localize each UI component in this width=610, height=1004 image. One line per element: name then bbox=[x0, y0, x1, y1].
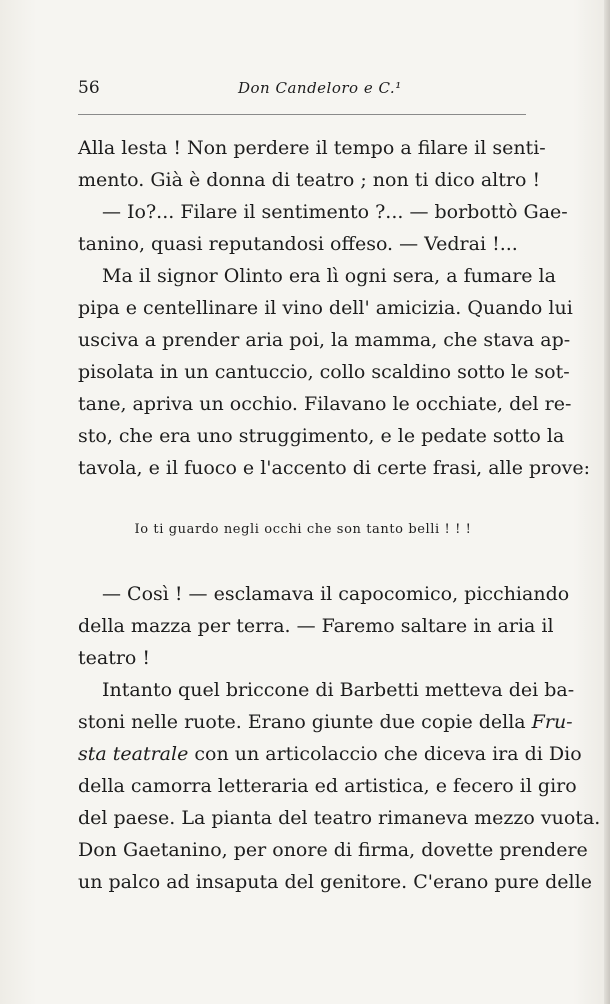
text-line: Ma il signor Olinto era lì ogni sera, a fumare la bbox=[102, 265, 556, 287]
page-edge bbox=[604, 0, 610, 1004]
text-block-2 bbox=[78, 578, 601, 898]
text-line: tavola, e il fuoco e l'accento di certe frasi, alle prove: bbox=[78, 457, 591, 479]
text-line bbox=[78, 706, 573, 738]
text-line bbox=[78, 738, 582, 770]
text-line: un palco ad insaputa del genitore. C'erano pure delle bbox=[78, 871, 592, 893]
text-line: tane, apriva un occhio. Filavano le occhiate, del re- bbox=[78, 393, 572, 415]
text-line: — Così ! — esclamava il capocomico, picchiando bbox=[102, 583, 570, 605]
text-line: Don Gaetanino, per onore di firma, dovette prendere bbox=[78, 839, 588, 861]
text-line: pipa e centellinare il vino dell' amicizia. Quando lui bbox=[78, 297, 573, 319]
header-rule bbox=[78, 114, 526, 115]
text-line: Intanto quel briccone di Barbetti metteva dei ba- bbox=[102, 679, 575, 701]
text-line: pisolata in un cantuccio, collo scaldino sotto le sot- bbox=[78, 361, 570, 383]
italic-title: sta teatrale bbox=[78, 743, 189, 765]
text-line: della camorra letteraria ed artistica, e fecero il giro bbox=[78, 775, 577, 797]
italic-title: Fru- bbox=[531, 711, 573, 733]
text-line: usciva a prender aria poi, la mamma, che stava ap- bbox=[78, 329, 571, 351]
text-line: tanino, quasi reputandosi offeso. — Vedrai !... bbox=[78, 233, 518, 255]
text-line: Alla lesta ! Non perdere il tempo a filare il senti- bbox=[78, 137, 546, 159]
text-line: teatro ! bbox=[78, 647, 151, 669]
text-segment: stoni nelle ruote. Erano giunte due copie della bbox=[78, 711, 526, 733]
text-line: mento. Già è donna di teatro ; non ti dico altro ! bbox=[78, 169, 541, 191]
text-line: della mazza per terra. — Faremo saltare in aria il bbox=[78, 615, 554, 637]
page-number: 56 bbox=[78, 78, 100, 98]
text-line: sto, che era uno struggimento, e le pedate sotto la bbox=[78, 425, 565, 447]
text-block-1 bbox=[78, 132, 591, 484]
page-header bbox=[78, 78, 528, 106]
running-title: Don Candeloro e C.¹ bbox=[238, 79, 402, 97]
text-line: — Io?... Filare il sentimento ?... — borbottò Gae- bbox=[102, 201, 568, 223]
text-line: del paese. La pianta del teatro rimaneva mezzo vuota. bbox=[78, 807, 601, 829]
verse-quote: Io ti guardo negli occhi che son tanto belli ! ! ! bbox=[134, 522, 472, 537]
text-segment: con un articolaccio che diceva ira di Dio bbox=[194, 743, 582, 765]
